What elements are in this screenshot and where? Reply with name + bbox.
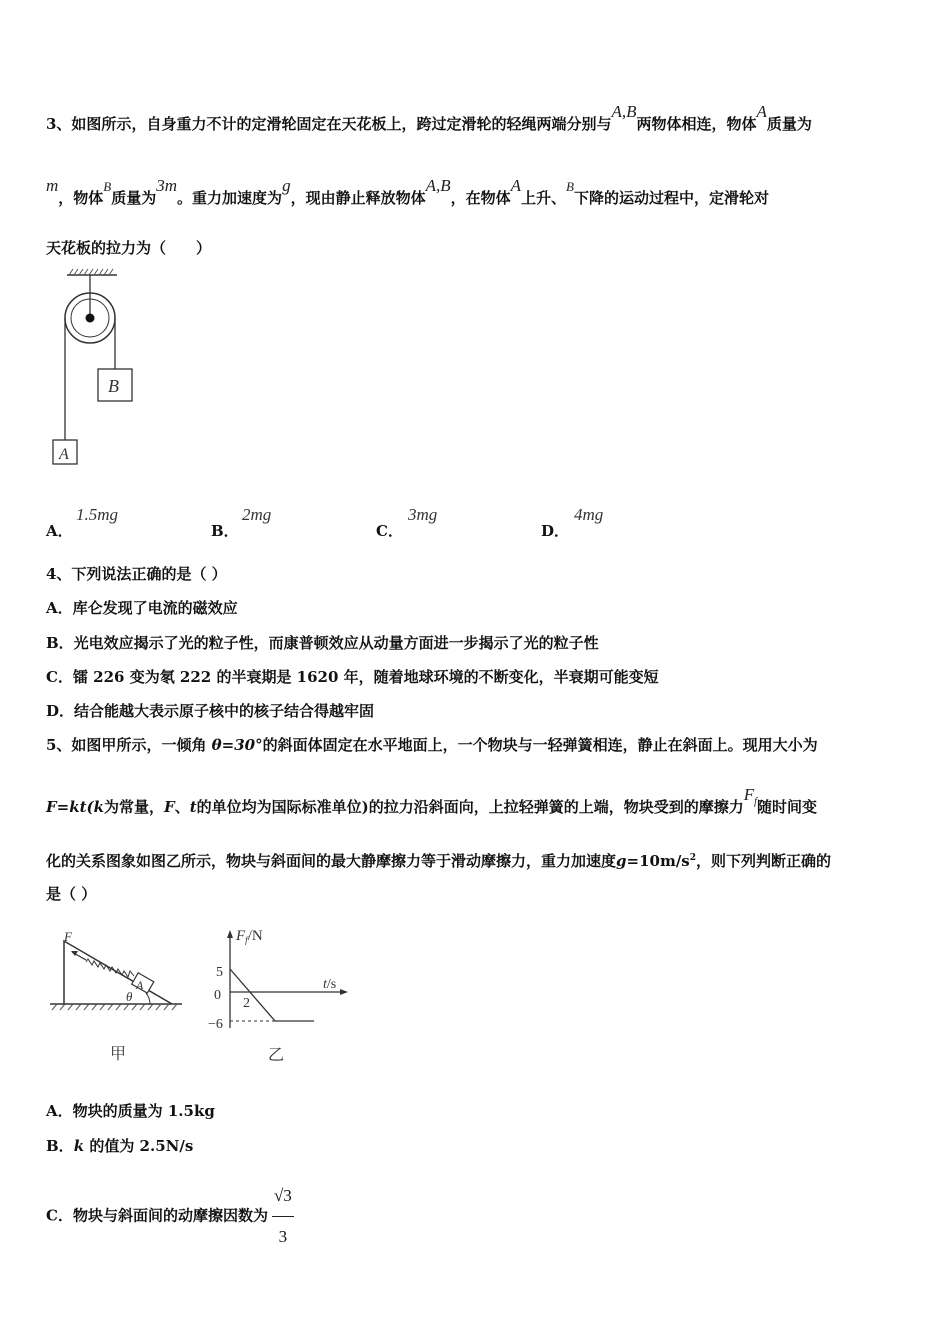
q4-option-d: D．结合能越大表示原子核中的核子结合得越牢固: [46, 702, 375, 720]
block-b-label: B: [108, 376, 119, 396]
q3-stem-line-2: m，物体B质量为3m。重力加速度为g，现由静止释放物体A,B，在物体A上升、B下降的运动过程中，定滑轮对: [46, 176, 769, 207]
y-tick-5: 5: [216, 965, 223, 980]
force-label: F: [64, 929, 72, 944]
q5-stem-line-3: 化的关系图象如图乙所示，物块与斜面间的最大静摩擦力等于滑动摩擦力，重力加速度$g=10m/s^2$，则下列判断正确的: [46, 852, 832, 870]
block-label: A: [136, 978, 144, 992]
q3-option-c-letter: C．: [376, 522, 403, 540]
q3-option-c-value: 3mg: [408, 505, 438, 524]
q3-option-b-value: 2mg: [242, 505, 272, 524]
q3-stem-line-3: 天花板的拉力为（ ）: [46, 239, 212, 257]
y-axis-arrow: [227, 930, 233, 938]
q4-stem: 4、下列说法正确的是（ ）: [46, 565, 227, 583]
ground: [50, 1004, 182, 1010]
q5-stem-line-4: 是（ ）: [46, 885, 97, 903]
figure-jia-caption: 甲: [110, 1046, 127, 1063]
q3-option-b-letter: B．: [211, 522, 239, 540]
q3-stem-line-1: 3、如图所示，自身重力不计的定滑轮固定在天花板上，跨过定滑轮的轻绳两端分别与A,B两物体相连，物体A质量为: [46, 102, 812, 133]
q5-stem-line-2: F=kt(k为常量，F、t的单位均为国际标准单位)的拉力沿斜面向，上拉轻弹簧的上端，物块受到的摩擦力$F_f$随时间变: [46, 785, 817, 816]
q4-option-b: B．光电效应揭示了光的粒子性，而康普顿效应从动量方面进一步揭示了光的粒子性: [46, 634, 599, 652]
ff-curve: [230, 969, 314, 1021]
x-tick-2: 2: [243, 996, 250, 1011]
q3-option-a-value: 1.5mg: [76, 505, 119, 524]
q4-option-c: C．镭 226 变为氡 222 的半衰期是 1620 年，随着地球环境的不断变化，半衰期可能变短: [46, 668, 659, 686]
y-axis-label: $F_f/N$: [236, 928, 263, 945]
q3-option-d-letter: D．: [541, 522, 570, 540]
figure-yi-caption: 乙: [268, 1047, 285, 1064]
block-a-label: A: [59, 446, 69, 463]
incline: [64, 941, 172, 1004]
y-tick-neg6: −6: [208, 1017, 223, 1032]
sqrt3-over-3-fraction: $\frac{√3}{3}$: [272, 1176, 294, 1257]
incline-figure: [46, 920, 191, 1070]
pulley-figure: [45, 262, 135, 472]
pulley-center: [86, 314, 95, 323]
q3-option-a-letter: A．: [46, 522, 73, 540]
x-axis-label: t/s: [323, 977, 337, 992]
q5-stem-line-1: 5、如图甲所示，一倾角 θ=30°的斜面体固定在水平地面上，一个物块与一轻弹簧相连，静止在斜面上。现用大小为: [46, 736, 818, 754]
q5-option-b: B．k 的值为 2.5N/s: [46, 1137, 194, 1155]
friction-graph: [200, 920, 360, 1070]
q3-option-d-value: 4mg: [574, 505, 604, 524]
q4-option-a: A．库仑发现了电流的磁效应: [46, 599, 238, 617]
q5-option-a: A．物块的质量为 1.5kg: [46, 1102, 215, 1120]
x-axis-arrow: [340, 989, 348, 995]
q5-option-c: C．物块与斜面间的动摩擦因数为 $\frac{√3}{3}$: [46, 1176, 294, 1257]
angle-label: θ: [126, 989, 133, 1004]
y-tick-0: 0: [214, 988, 221, 1003]
angle-arc: [146, 993, 150, 1004]
ceiling: [67, 269, 117, 275]
